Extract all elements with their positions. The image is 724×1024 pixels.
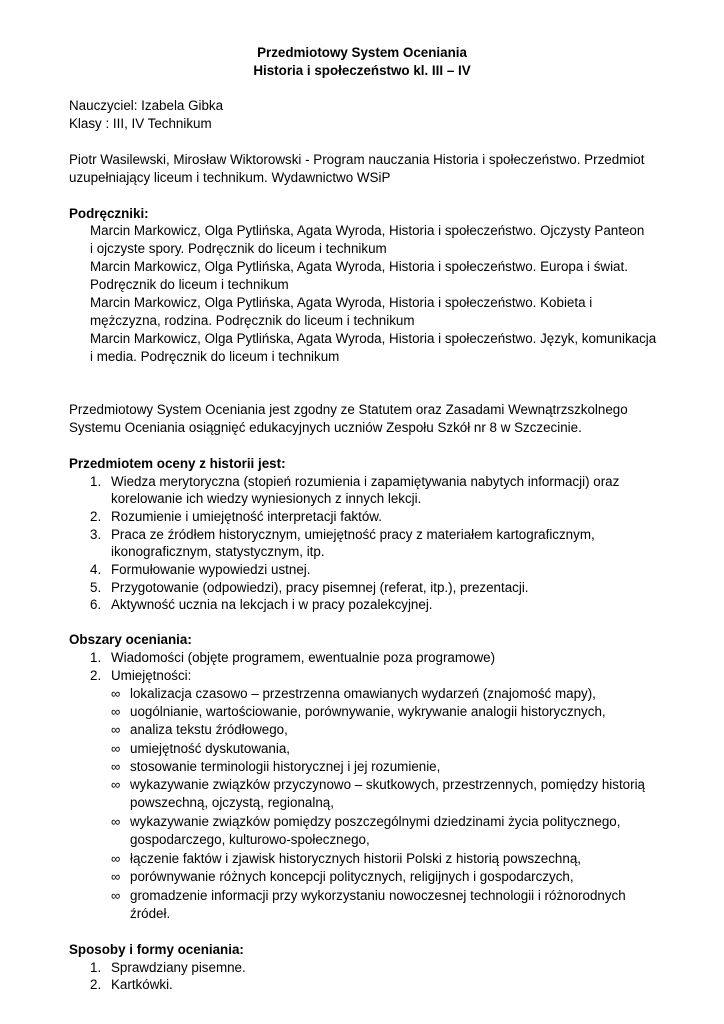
list-text: Przygotowanie (odpowiedzi), pracy pisemnej (referat, itp.), prezentacji. bbox=[111, 580, 529, 595]
document-subtitle: Historia i społeczeństwo kl. III – IV bbox=[253, 63, 471, 78]
infinity-bullet-icon: ∞ bbox=[111, 686, 121, 701]
statement-line-2: Systemu Oceniania osiągnięć edukacyjnych uczniów Zespołu Szkół nr 8 w Szczecinie. bbox=[69, 420, 582, 435]
textbook-line: i media. Podręcznik do liceum i technikum bbox=[90, 349, 340, 364]
list-text: Wiadomości (objęte programem, ewentualnie poza programowe) bbox=[111, 650, 496, 665]
infinity-bullet-icon: ∞ bbox=[111, 869, 121, 884]
bullet-text-continuation: źródeł. bbox=[130, 906, 171, 921]
bullet-text: wykazywanie związków przyczynowo – skutkowych, przestrzennych, pomiędzy historią bbox=[130, 777, 645, 792]
list-text-continuation: korelowanie ich wiedzy wyniesionych z innych lekcji. bbox=[111, 491, 422, 506]
textbook-line: Marcin Markowicz, Olga Pytlińska, Agata Wyroda, Historia i społeczeństwo. Kobieta i bbox=[90, 295, 593, 310]
textbook-line: Podręcznik do liceum i technikum bbox=[90, 277, 289, 292]
infinity-bullet-icon: ∞ bbox=[111, 851, 121, 866]
bullet-text-continuation: gospodarczego, kulturowo-społecznego, bbox=[130, 832, 370, 847]
program-line-1: Piotr Wasilewski, Mirosław Wiktorowski - Program nauczania Historia i społeczeństwo. Przedmiot bbox=[69, 152, 645, 167]
list-text: Umiejętności: bbox=[111, 668, 192, 683]
infinity-bullet-icon: ∞ bbox=[111, 704, 121, 719]
classes-line: Klasy : III, IV Technikum bbox=[69, 116, 212, 131]
bullet-text: lokalizacja czasowo – przestrzenna omawianych wydarzeń (znajomość mapy), bbox=[130, 686, 596, 701]
bullet-text: porównywanie różnych koncepcji politycznych, religijnych i gospodarczych, bbox=[130, 869, 574, 884]
bullet-text: łączenie faktów i zjawisk historycznych historii Polski z historią powszechną, bbox=[130, 851, 581, 866]
infinity-bullet-icon: ∞ bbox=[111, 814, 121, 829]
list-text: Rozumienie i umiejętność interpretacji faktów. bbox=[111, 509, 382, 524]
list-text: Formułowanie wypowiedzi ustnej. bbox=[111, 562, 311, 577]
infinity-bullet-icon: ∞ bbox=[111, 888, 121, 903]
list-text-continuation: ikonograficznym, statystycznym, itp. bbox=[111, 544, 325, 559]
textbook-line: Marcin Markowicz, Olga Pytlińska, Agata Wyroda, Historia i społeczeństwo. Język, komunikacja bbox=[90, 331, 657, 346]
list-number: 3. bbox=[90, 527, 102, 542]
textbook-line: Marcin Markowicz, Olga Pytlińska, Agata Wyroda, Historia i społeczeństwo. Ojczysty Panteon bbox=[90, 223, 645, 238]
areas-heading: Obszary oceniania: bbox=[69, 632, 192, 647]
list-text: Aktywność ucznia na lekcjach i w pracy pozalekcyjnej. bbox=[111, 597, 433, 612]
statement-line-1: Przedmiotowy System Oceniania jest zgodny ze Statutem oraz Zasadami Wewnątrzszkolnego bbox=[69, 402, 628, 417]
teacher-line: Nauczyciel: Izabela Gibka bbox=[69, 98, 224, 113]
list-number: 1. bbox=[90, 960, 102, 975]
bullet-text-continuation: powszechną, ojczystą, regionalną, bbox=[130, 795, 334, 810]
list-number: 1. bbox=[90, 474, 102, 489]
infinity-bullet-icon: ∞ bbox=[111, 777, 121, 792]
bullet-text: uogólnianie, wartościowanie, porównywanie, wykrywanie analogii historycznych, bbox=[130, 704, 606, 719]
textbooks-heading: Podręczniki: bbox=[69, 206, 149, 221]
infinity-bullet-icon: ∞ bbox=[111, 759, 121, 774]
list-number: 2. bbox=[90, 509, 102, 524]
list-text: Sprawdziany pisemne. bbox=[111, 960, 246, 975]
list-number: 6. bbox=[90, 597, 102, 612]
bullet-text: umiejętność dyskutowania, bbox=[130, 741, 291, 756]
bullet-text: stosowanie terminologii historycznej i jej rozumienie, bbox=[130, 759, 441, 774]
methods-heading: Sposoby i formy oceniania: bbox=[69, 942, 244, 957]
list-number: 2. bbox=[90, 977, 102, 992]
bullet-text: gromadzenie informacji przy wykorzystaniu nowoczesnej technologii i różnorodnych bbox=[130, 888, 626, 903]
list-text: Kartkówki. bbox=[111, 977, 173, 992]
list-text: Praca ze źródłem historycznym, umiejętność pracy z materiałem kartograficznym, bbox=[111, 527, 595, 542]
subject-heading: Przedmiotem oceny z historii jest: bbox=[69, 456, 286, 471]
bullet-text: analiza tekstu źródłowego, bbox=[130, 722, 288, 737]
list-number: 5. bbox=[90, 580, 102, 595]
list-text: Wiedza merytoryczna (stopień rozumienia i zapamiętywania nabytych informacji) oraz bbox=[111, 474, 620, 489]
list-number: 4. bbox=[90, 562, 102, 577]
textbook-line: mężczyzna, rodzina. Podręcznik do liceum i technikum bbox=[90, 313, 415, 328]
list-number: 1. bbox=[90, 650, 102, 665]
document-title: Przedmiotowy System Oceniania bbox=[257, 45, 467, 60]
infinity-bullet-icon: ∞ bbox=[111, 722, 121, 737]
infinity-bullet-icon: ∞ bbox=[111, 741, 121, 756]
bullet-text: wykazywanie związków pomiędzy poszczególnymi dziedzinami życia politycznego, bbox=[130, 814, 621, 829]
list-number: 2. bbox=[90, 668, 102, 683]
textbook-line: Marcin Markowicz, Olga Pytlińska, Agata Wyroda, Historia i społeczeństwo. Europa i świat. bbox=[90, 259, 628, 274]
program-line-2: uzupełniający liceum i technikum. Wydawnictwo WSiP bbox=[69, 170, 391, 185]
textbook-line: i ojczyste spory. Podręcznik do liceum i technikum bbox=[90, 241, 387, 256]
